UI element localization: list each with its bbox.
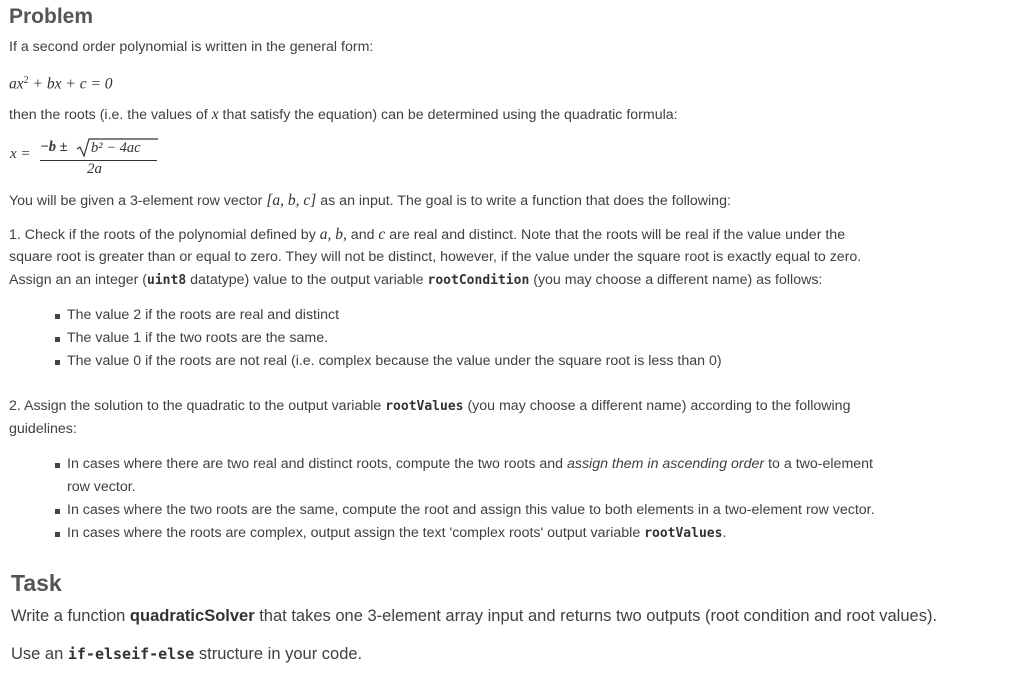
step1-line1-end: are real and distinct. Note that the roots will be real if the value under the	[385, 227, 846, 243]
function-name: quadraticSolver	[129, 607, 255, 625]
step1-line3	[9, 269, 822, 292]
step1-line1-start: 1. Check if the roots of the polynomial defined by	[9, 227, 320, 243]
equation-exponent: 2	[23, 75, 29, 86]
roots-sentence-var: x	[211, 106, 219, 123]
task-line2-end: structure in your code.	[194, 645, 363, 663]
problem-heading: Problem	[9, 5, 94, 28]
input-sentence-start: You will be given a 3-element row vector	[9, 193, 267, 209]
step1-line3-end: (you may choose a different name) as follows:	[529, 272, 823, 288]
list-item	[67, 522, 875, 545]
formula-lhs: x =	[10, 146, 31, 162]
step1-line2: square root is greater than or equal to zero. They will not be distinct, however, if the value under the square root is exactly equal to zero.	[9, 249, 862, 265]
guide3-end: .	[722, 525, 727, 541]
step1-and: and	[346, 227, 379, 243]
formula-sqrt-content: b² − 4ac	[91, 140, 141, 156]
guide1-end: to a two-element	[764, 456, 873, 472]
general-form-equation	[9, 69, 113, 97]
list-item: The value 1 if the two roots are the same.	[67, 327, 722, 350]
step2-line1-start: 2. Assign the solution to the quadratic to the output variable	[9, 398, 386, 414]
task-line1-start: Write a function	[11, 607, 130, 625]
task-line1	[11, 604, 937, 628]
formula-numerator-left: −b ±	[40, 139, 68, 155]
task-heading: Task	[11, 570, 62, 596]
uint8-code: uint8	[147, 273, 187, 288]
step1-line1	[9, 223, 845, 247]
if-elseif-else-code: if-elseif-else	[67, 645, 195, 663]
list-item: In cases where the two roots are the same, compute the root and assign this value to both elements in a two-element row vector.	[67, 499, 875, 522]
input-sentence-end: as an input. The goal is to write a function that does the following:	[316, 193, 731, 209]
step2-line1-end: (you may choose a different name) according to the following	[463, 398, 851, 414]
step2-line1	[9, 395, 850, 418]
guide3-code: rootValues	[644, 526, 723, 541]
list-item	[67, 453, 875, 499]
conditions-list	[67, 304, 722, 373]
step2-line2: guidelines:	[9, 421, 77, 437]
task-line1-end: that takes one 3-element array input and returns two outputs (root condition and root values).	[254, 607, 938, 625]
guide3-start: In cases where the roots are complex, output assign the text 'complex roots' output variable	[67, 525, 645, 541]
intro-text: If a second order polynomial is written in the general form:	[9, 39, 374, 55]
step1-line3-start: Assign an an integer (	[9, 272, 148, 288]
root-values-code: rootValues	[385, 399, 464, 414]
step1-vars: a, b,	[319, 226, 347, 243]
list-item: The value 2 if the roots are real and distinct	[67, 304, 722, 327]
root-condition-code: rootCondition	[427, 273, 530, 288]
roots-sentence	[9, 103, 678, 127]
step1-var-c: c	[378, 226, 386, 243]
task-line2-start: Use an	[11, 645, 68, 663]
input-sentence	[9, 189, 731, 213]
equation-term-ax: ax	[9, 75, 24, 93]
task-line2	[11, 642, 362, 666]
guide1-start: In cases where there are two real and distinct roots, compute the two roots and	[67, 456, 567, 472]
guide1-emphasis: assign them in ascending order	[566, 456, 765, 472]
input-vector: [a, b, c]	[266, 192, 317, 209]
formula-denominator: 2a	[87, 161, 102, 177]
list-item: The value 0 if the roots are not real (i.e. complex because the value under the square root is less than 0)	[67, 350, 722, 373]
equation-rest: + bx + c = 0	[28, 75, 113, 93]
roots-sentence-start: then the roots (i.e. the values of	[9, 107, 212, 123]
guide1-continuation: row vector.	[67, 479, 136, 495]
quadratic-formula	[10, 136, 170, 180]
roots-sentence-end: that satisfy the equation) can be determined using the quadratic formula:	[218, 107, 678, 123]
step1-line3-mid: datatype) value to the output variable	[186, 272, 428, 288]
guidelines-list	[67, 453, 875, 545]
